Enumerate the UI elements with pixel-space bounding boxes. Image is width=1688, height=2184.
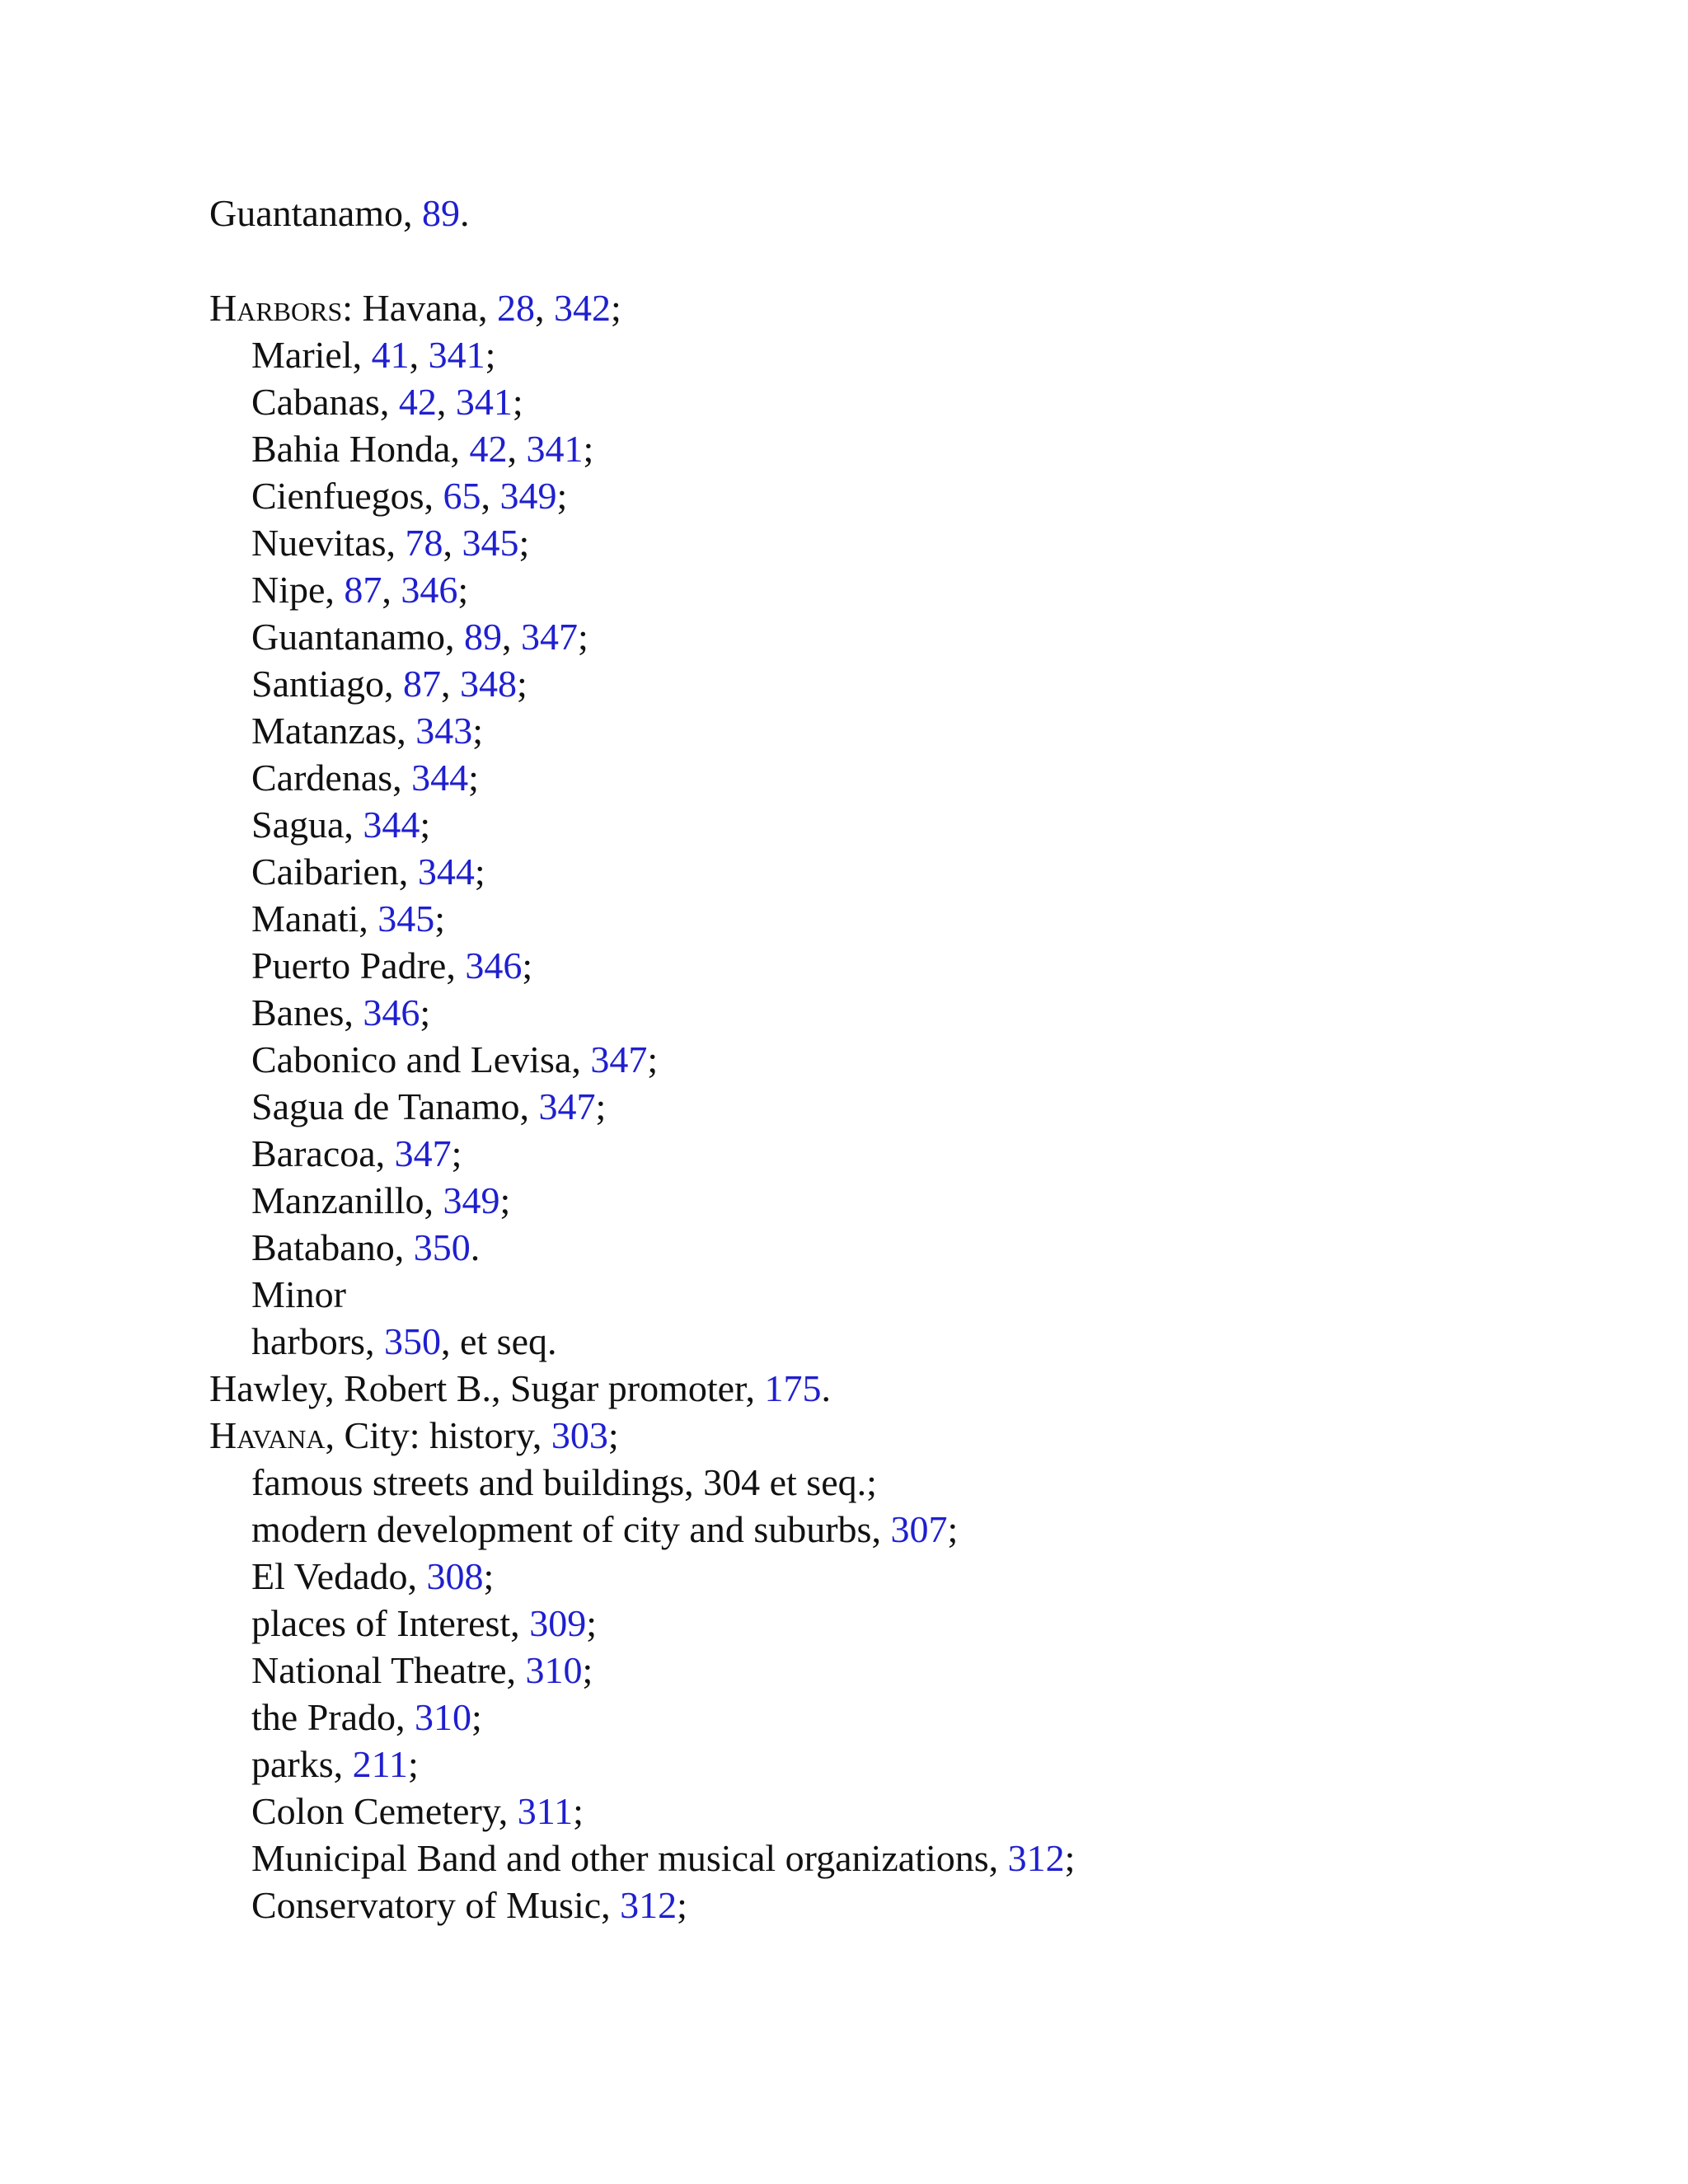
- index-text: Banes,: [251, 991, 363, 1033]
- index-subentry: [209, 942, 1611, 989]
- page-reference-link[interactable]: 348: [459, 663, 517, 705]
- index-text: ;: [556, 475, 568, 517]
- page-reference-link[interactable]: 350: [413, 1226, 471, 1268]
- index-text: ;: [468, 757, 479, 799]
- index-text: Matanzas,: [251, 710, 416, 752]
- index-subentry: [209, 1788, 1611, 1835]
- index-text: ,: [502, 616, 522, 658]
- index-subentry: [209, 1224, 1611, 1271]
- index-text: Minor: [251, 1273, 346, 1315]
- page-reference-link[interactable]: 28: [497, 287, 536, 329]
- index-text: Caibarien,: [251, 851, 418, 893]
- index-subentry: [209, 1835, 1611, 1882]
- index-text: ;: [573, 1790, 584, 1832]
- index-text: .: [821, 1367, 832, 1409]
- index-subentry: [209, 519, 1611, 566]
- index-text: ;: [474, 851, 485, 893]
- index-text: ;: [677, 1884, 687, 1926]
- page-reference-link[interactable]: 345: [377, 898, 435, 940]
- index-text: harbors,: [251, 1320, 384, 1362]
- index-text: Cardenas,: [251, 757, 412, 799]
- page-reference-link[interactable]: 349: [443, 1179, 500, 1221]
- index-subentry: [209, 1318, 1611, 1365]
- index-text: ;: [518, 522, 530, 564]
- index-heading-term: Havana: [209, 1414, 326, 1456]
- page-reference-link[interactable]: 346: [401, 569, 458, 611]
- index-text: Bahia Honda,: [251, 428, 470, 470]
- page-reference-link[interactable]: 309: [529, 1602, 587, 1644]
- index-text: Nipe,: [251, 569, 345, 611]
- index-text: , et seq.: [440, 1320, 557, 1362]
- index-subentry: [209, 1600, 1611, 1647]
- page-reference-link[interactable]: 345: [462, 522, 519, 564]
- page-reference-link[interactable]: 42: [398, 381, 437, 423]
- index-text: Cabonico and Levisa,: [251, 1038, 591, 1080]
- page-reference-link[interactable]: 350: [383, 1320, 441, 1362]
- page-reference-link[interactable]: 312: [1007, 1837, 1065, 1879]
- index-text: modern development of city and suburbs,: [251, 1508, 891, 1550]
- page-reference-link[interactable]: 344: [417, 851, 475, 893]
- index-text: ;: [457, 569, 469, 611]
- index-text: ;: [471, 1696, 482, 1738]
- page-reference-link[interactable]: 344: [363, 804, 420, 846]
- page-reference-link[interactable]: 89: [464, 616, 503, 658]
- index-text: ;: [1064, 1837, 1076, 1879]
- index-text: the Prado,: [251, 1696, 415, 1738]
- index-subentry: [209, 566, 1611, 613]
- index-subentry: [209, 472, 1611, 519]
- page-reference-link[interactable]: 87: [402, 663, 441, 705]
- index-text: ;: [512, 381, 523, 423]
- index-text: ,: [382, 569, 401, 611]
- index-text: Sagua de Tanamo,: [251, 1085, 539, 1127]
- page-reference-link[interactable]: 310: [415, 1696, 472, 1738]
- page-reference-link[interactable]: 312: [620, 1884, 678, 1926]
- page-reference-link[interactable]: 342: [554, 287, 612, 329]
- index-entry: [209, 190, 1611, 237]
- index-text: ;: [582, 1649, 593, 1691]
- page-reference-link[interactable]: 346: [363, 991, 420, 1033]
- index-text: .: [470, 1226, 481, 1268]
- index-text: National Theatre,: [251, 1649, 526, 1691]
- index-heading-term: Harbors: [209, 287, 343, 329]
- index-text: Baracoa,: [251, 1132, 395, 1174]
- index-subentry: [209, 801, 1611, 848]
- index-text: ;: [522, 944, 533, 987]
- index-subentry: [209, 1083, 1611, 1130]
- index-text: ;: [485, 334, 496, 376]
- index-text: places of Interest,: [251, 1602, 530, 1644]
- page-reference-link[interactable]: 310: [525, 1649, 583, 1691]
- index-text: Colon Cemetery,: [251, 1790, 518, 1832]
- index-text: parks,: [251, 1743, 353, 1785]
- page-reference-link[interactable]: 341: [428, 334, 485, 376]
- index-text: Hawley, Robert B., Sugar promoter,: [209, 1367, 765, 1409]
- page-reference-link[interactable]: 343: [415, 710, 473, 752]
- index-text: ;: [420, 991, 431, 1033]
- index-text: Manzanillo,: [251, 1179, 443, 1221]
- index-text: El Vedado,: [251, 1555, 427, 1597]
- index-text: ;: [420, 804, 431, 846]
- index-subentry: [209, 331, 1611, 378]
- index-text: Sagua,: [251, 804, 363, 846]
- index-subentry: [209, 895, 1611, 942]
- index-text: ;: [611, 287, 621, 329]
- index-text: ;: [407, 1743, 419, 1785]
- index-text: ;: [483, 1555, 495, 1597]
- index-text: : Havana,: [342, 287, 498, 329]
- index-subentry: [209, 378, 1611, 425]
- page-reference-link[interactable]: 65: [443, 475, 481, 517]
- index-text: Batabano,: [251, 1226, 414, 1268]
- index-text: ;: [472, 710, 484, 752]
- index-page: [209, 190, 1611, 1929]
- index-text: ;: [595, 1085, 607, 1127]
- page-reference-link[interactable]: 87: [344, 569, 382, 611]
- index-subentry: [209, 1459, 1611, 1506]
- page-reference-link[interactable]: 347: [394, 1132, 452, 1174]
- page-reference-link[interactable]: 344: [411, 757, 469, 799]
- page-reference-link[interactable]: 311: [517, 1790, 574, 1832]
- index-subentry: [209, 1177, 1611, 1224]
- index-text: ;: [607, 1414, 619, 1456]
- page-reference-link[interactable]: 307: [890, 1508, 948, 1550]
- index-text: Municipal Band and other musical organizations,: [251, 1837, 1008, 1879]
- index-entry: [209, 1365, 1611, 1412]
- index-text: famous streets and buildings, 304 et seq.;: [251, 1461, 877, 1503]
- index-text: Santiago,: [251, 663, 403, 705]
- page-reference-link[interactable]: 308: [426, 1555, 484, 1597]
- index-text: ,: [440, 663, 460, 705]
- index-entry: [209, 1412, 1611, 1459]
- index-text: ,: [507, 428, 527, 470]
- index-text: Nuevitas,: [251, 522, 406, 564]
- index-text: Cienfuegos,: [251, 475, 443, 517]
- index-text: ;: [516, 663, 528, 705]
- index-text: .: [460, 192, 470, 234]
- page-reference-link[interactable]: 349: [499, 475, 557, 517]
- index-text: ;: [434, 898, 446, 940]
- index-subentry: [209, 1036, 1611, 1083]
- index-text: Cabanas,: [251, 381, 399, 423]
- index-text: Puerto Padre,: [251, 944, 466, 987]
- index-text: , City: history,: [325, 1414, 551, 1456]
- page-reference-link[interactable]: 41: [371, 334, 410, 376]
- page-reference-link[interactable]: 89: [422, 192, 461, 234]
- index-text: ,: [436, 381, 456, 423]
- index-entry: [209, 284, 1611, 331]
- index-text: ;: [647, 1038, 659, 1080]
- index-subentry: [209, 1271, 1611, 1318]
- page-reference-link[interactable]: 346: [465, 944, 523, 987]
- page-reference-link[interactable]: 303: [551, 1414, 608, 1456]
- index-text: Guantanamo,: [251, 616, 465, 658]
- index-text: Conservatory of Music,: [251, 1884, 621, 1926]
- index-subentry: [209, 660, 1611, 707]
- index-subentry: [209, 1506, 1611, 1553]
- index-text: ;: [578, 616, 588, 658]
- index-text: ,: [443, 522, 462, 564]
- page-reference-link[interactable]: 211: [352, 1743, 408, 1785]
- index-subentry: [209, 848, 1611, 895]
- page-reference-link[interactable]: 341: [526, 428, 584, 470]
- page-reference-link[interactable]: 347: [590, 1038, 648, 1080]
- page-reference-link[interactable]: 347: [538, 1085, 596, 1127]
- page-reference-link[interactable]: 341: [455, 381, 513, 423]
- index-text: ;: [586, 1602, 597, 1644]
- index-subentry: [209, 707, 1611, 754]
- page-reference-link[interactable]: 347: [521, 616, 579, 658]
- index-text: Guantanamo,: [209, 192, 423, 234]
- index-subentry: [209, 613, 1611, 660]
- index-subentry: [209, 1882, 1611, 1929]
- page-reference-link[interactable]: 42: [469, 428, 508, 470]
- index-text: ,: [409, 334, 429, 376]
- index-text: ;: [583, 428, 594, 470]
- index-subentry: [209, 989, 1611, 1036]
- index-subentry: [209, 1694, 1611, 1741]
- index-text: Mariel,: [251, 334, 372, 376]
- index-text: ;: [947, 1508, 959, 1550]
- index-text: Manati,: [251, 898, 378, 940]
- index-text: ;: [451, 1132, 462, 1174]
- page-reference-link[interactable]: 175: [764, 1367, 822, 1409]
- index-subentry: [209, 1553, 1611, 1600]
- index-text: ,: [535, 287, 555, 329]
- index-text: ;: [499, 1179, 511, 1221]
- index-subentry: [209, 1130, 1611, 1177]
- index-text: ,: [481, 475, 500, 517]
- index-subentry: [209, 1647, 1611, 1694]
- index-subentry: [209, 425, 1611, 472]
- page-reference-link[interactable]: 78: [405, 522, 443, 564]
- index-subentry: [209, 1741, 1611, 1788]
- index-subentry: [209, 754, 1611, 801]
